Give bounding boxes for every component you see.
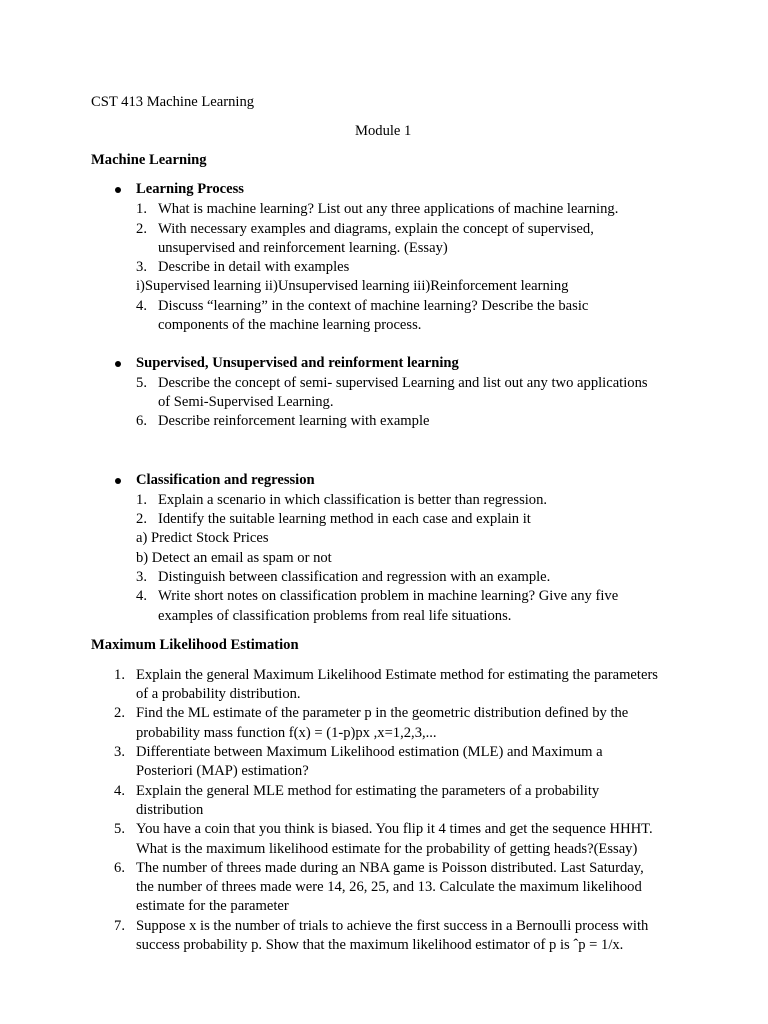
- list-item: Find the ML estimate of the parameter p in the geometric distribution defined by the: [136, 705, 629, 721]
- list-item-continuation: of Semi-Supervised Learning.: [158, 394, 334, 410]
- list-item-continuation: probability mass function f(x) = (1-p)px ,x=1,2,3,...: [136, 725, 437, 741]
- module-title: Module 1: [355, 123, 412, 139]
- list-item: Differentiate between Maximum Likelihood estimation (MLE) and Maximum a: [136, 744, 603, 760]
- list-item: Distinguish between classification and regression with an example.: [158, 569, 551, 585]
- subheading-supervised: Supervised, Unsupervised and reinforment learning: [136, 355, 459, 371]
- list-number: 4.: [136, 588, 147, 604]
- section-heading-mle: Maximum Likelihood Estimation: [91, 637, 299, 653]
- list-item-continuation: What is the maximum likelihood estimate for the probability of getting heads?(Essay): [136, 841, 638, 857]
- section-heading-machine-learning: Machine Learning: [91, 152, 207, 168]
- list-number: 5.: [114, 821, 125, 837]
- list-item: The number of threes made during an NBA game is Poisson distributed. Last Saturday,: [136, 860, 644, 876]
- list-number: 2.: [136, 511, 147, 527]
- list-number: 6.: [136, 413, 147, 429]
- subheading-learning-process: Learning Process: [136, 181, 244, 197]
- list-item: You have a coin that you think is biased. You flip it 4 times and get the sequence HHHT.: [136, 821, 653, 837]
- subheading-classification: Classification and regression: [136, 472, 315, 488]
- course-title: CST 413 Machine Learning: [91, 94, 255, 110]
- list-item: Explain the general Maximum Likelihood Estimate method for estimating the parameters: [136, 667, 658, 683]
- list-item: What is machine learning? List out any three applications of machine learning.: [158, 201, 619, 217]
- list-item: With necessary examples and diagrams, explain the concept of supervised,: [158, 221, 594, 237]
- list-item-continuation: distribution: [136, 802, 204, 818]
- bullet-icon: [115, 478, 121, 484]
- bullet-icon: [115, 187, 121, 193]
- list-number: 7.: [114, 918, 125, 934]
- list-number: 1.: [136, 201, 147, 217]
- list-number: 1.: [114, 667, 125, 683]
- list-item: Explain a scenario in which classification is better than regression.: [158, 492, 548, 508]
- list-number: 2.: [114, 705, 125, 721]
- list-item-sub: a) Predict Stock Prices: [136, 530, 269, 546]
- list-number: 3.: [114, 744, 125, 760]
- list-item-continuation: components of the machine learning process.: [158, 317, 422, 333]
- list-item: Describe in detail with examples: [158, 259, 350, 275]
- list-item-continuation: estimate for the parameter: [136, 898, 289, 914]
- list-item: Discuss “learning” in the context of machine learning? Describe the basic: [158, 298, 589, 314]
- list-item: Write short notes on classification problem in machine learning? Give any five: [158, 588, 619, 604]
- list-item: Explain the general MLE method for estimating the parameters of a probability: [136, 783, 600, 799]
- list-item: Describe reinforcement learning with example: [158, 413, 430, 429]
- list-number: 1.: [136, 492, 147, 508]
- list-item: Identify the suitable learning method in each case and explain it: [158, 511, 531, 527]
- list-item: Suppose x is the number of trials to achieve the first success in a Bernoulli process with: [136, 918, 649, 934]
- list-number: 4.: [136, 298, 147, 314]
- list-item: Describe the concept of semi- supervised Learning and list out any two applications: [158, 375, 648, 391]
- bullet-icon: [115, 361, 121, 367]
- list-item-continuation: examples of classification problems from real life situations.: [158, 608, 512, 624]
- list-item-continuation: the number of threes made were 14, 26, 25, and 13. Calculate the maximum likelihood: [136, 879, 642, 895]
- list-number: 6.: [114, 860, 125, 876]
- list-number: 2.: [136, 221, 147, 237]
- list-item-sub: i)Supervised learning ii)Unsupervised learning iii)Reinforcement learning: [136, 278, 569, 294]
- list-number: 3.: [136, 569, 147, 585]
- list-item-continuation: unsupervised and reinforcement learning. (Essay): [158, 240, 448, 256]
- list-item-continuation: of a probability distribution.: [136, 686, 301, 702]
- list-number: 4.: [114, 783, 125, 799]
- list-number: 3.: [136, 259, 147, 275]
- list-item-continuation: Posteriori (MAP) estimation?: [136, 763, 309, 779]
- list-number: 5.: [136, 375, 147, 391]
- list-item-sub: b) Detect an email as spam or not: [136, 550, 332, 566]
- list-item-continuation: success probability p. Show that the maximum likelihood estimator of p is ˆp = 1/x.: [136, 937, 624, 953]
